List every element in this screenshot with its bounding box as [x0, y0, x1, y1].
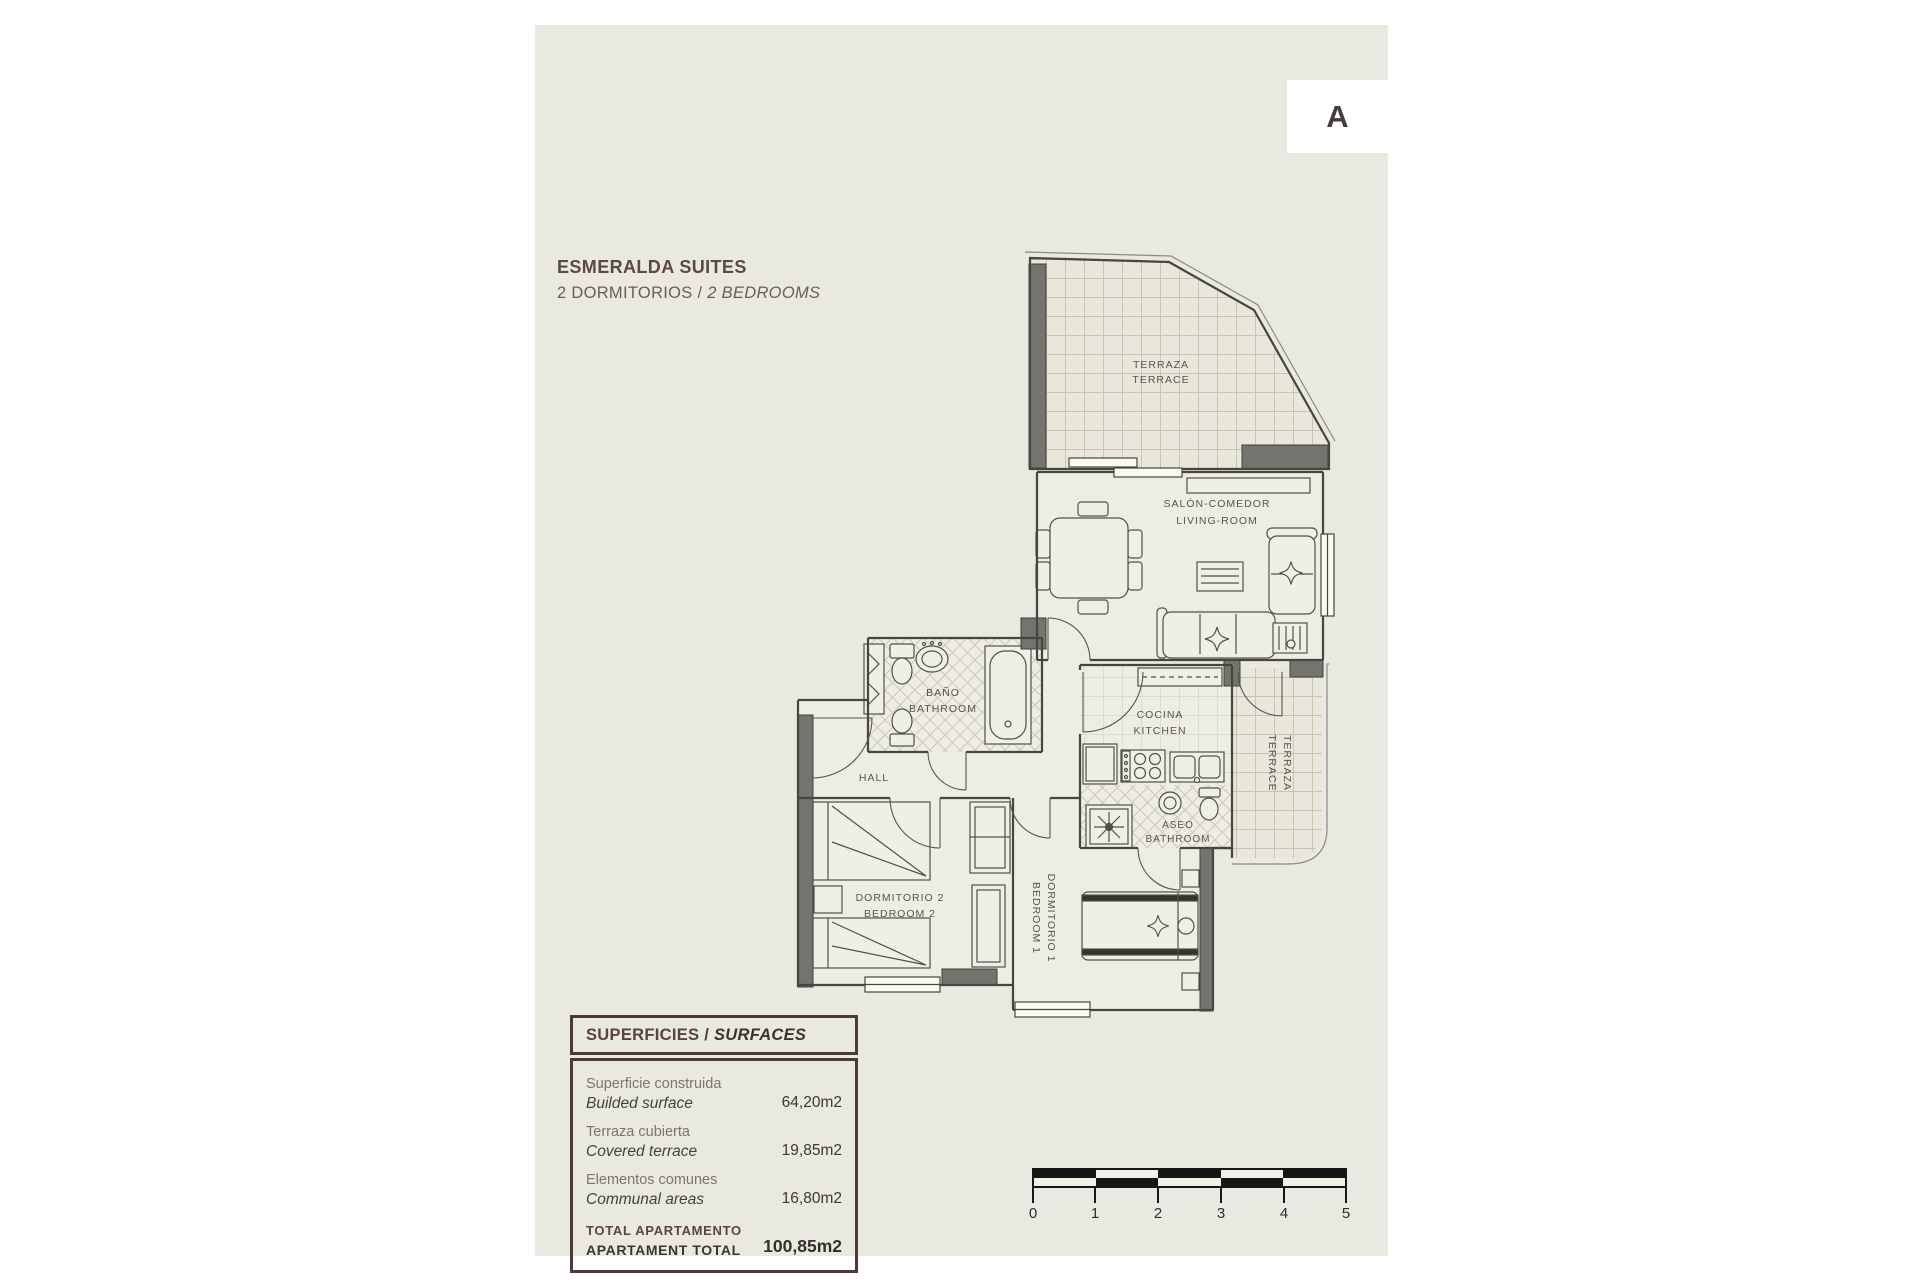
- room-label-bath-es: BAÑO: [926, 687, 960, 699]
- scale-ticks: [1032, 1188, 1347, 1203]
- room-label-kitchen-es: COCINA: [1136, 709, 1184, 721]
- room-label-terraza-top-es: TERRAZA: [1132, 359, 1190, 371]
- nightstand: [814, 886, 842, 913]
- room-label-terraza-side-es: TERRAZA: [1281, 734, 1293, 792]
- total-value: 100,85m2: [763, 1236, 842, 1256]
- wardrobe: [972, 885, 1005, 967]
- room-label-bedroom2-es: DORMITORIO 2: [855, 892, 945, 904]
- scale-bar: [1028, 1168, 1351, 1227]
- side-table: [1273, 623, 1307, 653]
- row-label-es: Terraza cubierta: [586, 1124, 690, 1140]
- bed-single-1: [813, 802, 930, 880]
- coffee-table: [1197, 562, 1243, 591]
- room-label-bedroom1-es: DORMITORIO 1: [1045, 873, 1057, 963]
- surfaces-header-es: SUPERFICIES: [586, 1026, 700, 1044]
- window: [1015, 1002, 1090, 1017]
- bed-double: [1082, 892, 1198, 960]
- window: [1321, 534, 1334, 616]
- wardrobe: [970, 802, 1010, 873]
- kitchen-sink: [1170, 752, 1224, 783]
- surfaces-table: [570, 1015, 858, 1273]
- table-row: [586, 1076, 842, 1113]
- bathtub: [985, 646, 1031, 744]
- stove: [1121, 750, 1165, 782]
- room-label-aseo-en: BATHROOM: [1145, 834, 1211, 845]
- surfaces-table-body: [570, 1058, 858, 1273]
- total-label-en: APARTAMENT TOTAL: [586, 1242, 741, 1258]
- room-label-bedroom2-en: BEDROOM 2: [863, 908, 937, 920]
- scale-label: 1: [1090, 1205, 1100, 1222]
- scale-label: 0: [1028, 1205, 1038, 1222]
- page-title: ESMERALDA SUITES: [557, 257, 747, 277]
- surfaces-table-header: SUPERFICIES / SURFACES: [570, 1015, 858, 1055]
- bed-single-2: [813, 918, 930, 968]
- surfaces-header-en: SURFACES: [713, 1026, 807, 1044]
- table-total-row: [586, 1223, 842, 1258]
- aseo-sink: [1159, 792, 1181, 814]
- nightstand: [1182, 973, 1199, 990]
- subtitle-es: 2 DORMITORIOS: [557, 284, 693, 302]
- nightstand: [1182, 870, 1199, 887]
- row-value: 64,20m2: [781, 1094, 842, 1111]
- unit-letter: A: [1326, 98, 1349, 134]
- room-label-hall: HALL: [858, 772, 890, 784]
- room-label-bath-en: BATHROOM: [909, 703, 977, 715]
- row-value: 19,85m2: [781, 1142, 842, 1159]
- scale-label: 2: [1153, 1205, 1163, 1222]
- page-subtitle: 2 DORMITORIOS / 2 BEDROOMS: [557, 284, 821, 302]
- scale-bar-stripes: [1032, 1168, 1347, 1188]
- row-label-en: Builded surface: [586, 1095, 693, 1112]
- window: [865, 977, 940, 992]
- sideboard: [1187, 478, 1310, 493]
- shower: [1086, 805, 1132, 848]
- room-label-living-es: SALÓN-COMEDOR: [1163, 498, 1271, 510]
- subtitle-en: 2 BEDROOMS: [707, 284, 821, 302]
- scale-label: 5: [1341, 1205, 1351, 1222]
- table-row: [586, 1124, 842, 1161]
- room-label-living-en: LIVING-ROOM: [1176, 515, 1258, 527]
- scale-label: 4: [1279, 1205, 1289, 1222]
- row-label-es: Elementos comunes: [586, 1172, 718, 1188]
- room-label-kitchen-en: KITCHEN: [1133, 725, 1187, 737]
- unit-label-box: [1287, 80, 1388, 153]
- plan-page: [535, 25, 1388, 1256]
- aseo-toilet: [1199, 788, 1220, 820]
- row-label-en: Covered terrace: [586, 1143, 698, 1160]
- kitchen-cabinets: [1138, 668, 1222, 686]
- scale-label: 3: [1216, 1205, 1226, 1222]
- row-value: 16,80m2: [781, 1190, 842, 1207]
- room-label-terraza-top-en: TERRACE: [1132, 374, 1190, 386]
- toilet: [890, 644, 914, 684]
- room-label-aseo-es: ASEO: [1162, 820, 1194, 831]
- row-label-en: Communal areas: [586, 1191, 705, 1208]
- room-label-bedroom1-en: BEDROOM 1: [1030, 881, 1042, 955]
- table-row: [586, 1172, 842, 1209]
- row-label-es: Superficie construida: [586, 1076, 722, 1092]
- floor-plan: [780, 240, 1400, 1045]
- total-label-es: TOTAL APARTAMENTO: [586, 1223, 742, 1238]
- fridge: [1083, 744, 1117, 784]
- room-label-terraza-side-en: TERRACE: [1266, 734, 1278, 792]
- scale-labels: [1028, 1205, 1351, 1227]
